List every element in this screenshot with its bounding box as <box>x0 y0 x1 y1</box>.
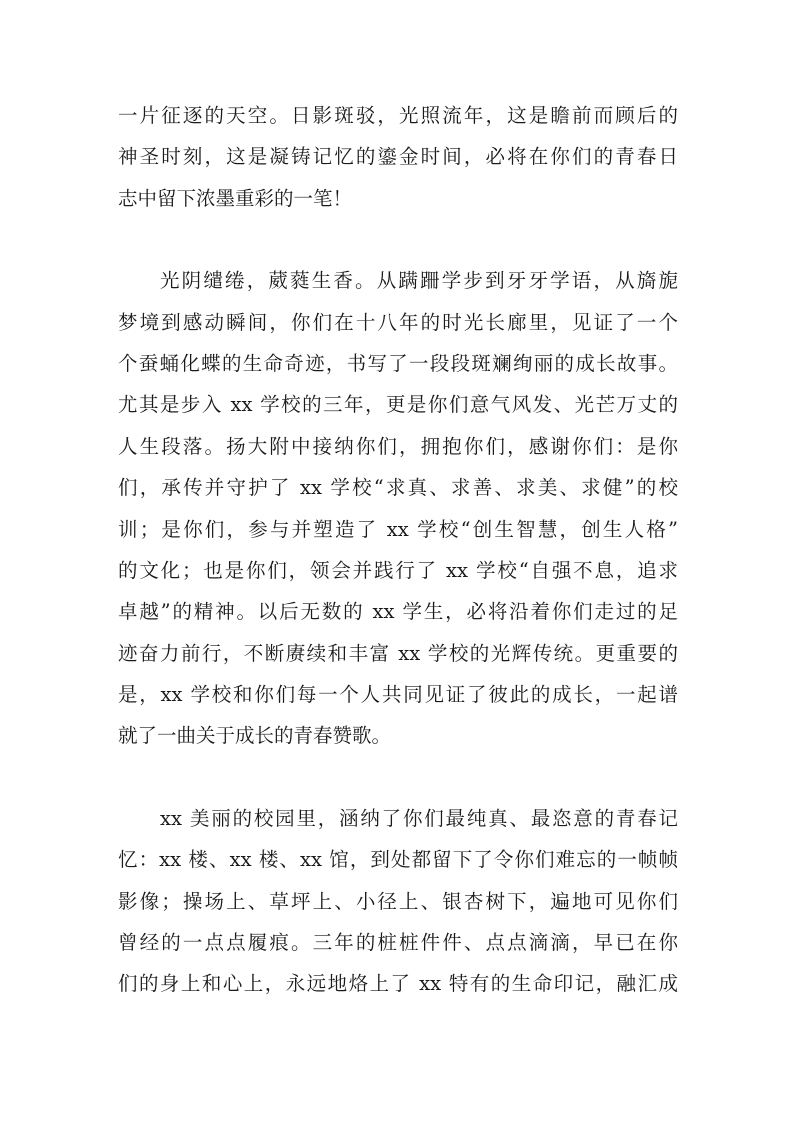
paragraph-3-line-2: 忆：xx 楼、xx 楼、xx 馆，到处都留下了令你们难忘的一帧帧 <box>118 848 678 871</box>
paragraph-2-line-7: 训；是你们，参与并塑造了 xx 学校“创生智慧，创生人格” <box>118 518 678 541</box>
paragraph-2-line-12: 就了一曲关于成长的青春赞歌。 <box>118 724 392 747</box>
paragraph-2-line-4: 尤其是步入 xx 学校的三年，更是你们意气风发、光芒万丈的 <box>118 393 678 416</box>
paragraph-3-line-1: xx 美丽的校园里，涵纳了你们最纯真、最恣意的青春记 <box>160 807 678 830</box>
paragraph-2-line-2: 梦境到感动瞬间，你们在十八年的时光长廊里，见证了一个 <box>118 311 678 334</box>
paragraph-2-line-3: 个蚕蛹化蝶的生命奇迹，书写了一段段斑斓绚丽的成长故事。 <box>118 352 678 375</box>
paragraph-2-line-6: 们，承传并守护了 xx 学校“求真、求善、求美、求健”的校 <box>118 476 678 499</box>
paragraph-2-line-1: 光阴缱绻，葳蕤生香。从蹒跚学步到牙牙学语，从旖旎 <box>160 269 678 292</box>
paragraph-3-line-4: 曾经的一点点履痕。三年的桩桩件件、点点滴滴，早已在你 <box>118 931 678 954</box>
paragraph-3-line-3: 影像；操场上、草坪上、小径上、银杏树下，遍地可见你们 <box>118 890 678 913</box>
paragraph-2-line-11: 是，xx 学校和你们每一个人共同见证了彼此的成长，一起谱 <box>118 683 678 706</box>
paragraph-1-line-1: 一片征逐的天空。日影斑驳，光照流年，这是瞻前而顾后的 <box>118 104 678 127</box>
paragraph-2-line-10: 迹奋力前行，不断赓续和丰富 xx 学校的光辉传统。更重要的 <box>118 642 678 665</box>
paragraph-1-line-3: 志中留下浓墨重彩的一笔！ <box>118 187 353 210</box>
paragraph-2-line-9: 卓越”的精神。以后无数的 xx 学生，必将沿着你们走过的足 <box>118 600 678 623</box>
paragraph-2-line-5: 人生段落。扬大附中接纳你们，拥抱你们，感谢你们：是你 <box>118 435 678 458</box>
paragraph-3-line-5: 们的身上和心上，永远地烙上了 xx 特有的生命印记，融汇成 <box>118 972 678 995</box>
paragraph-1-line-2: 神圣时刻，这是凝铸记忆的鎏金时间，必将在你们的青春日 <box>118 145 678 168</box>
paragraph-2-line-8: 的文化；也是你们，领会并践行了 xx 学校“自强不息，追求 <box>118 559 678 582</box>
